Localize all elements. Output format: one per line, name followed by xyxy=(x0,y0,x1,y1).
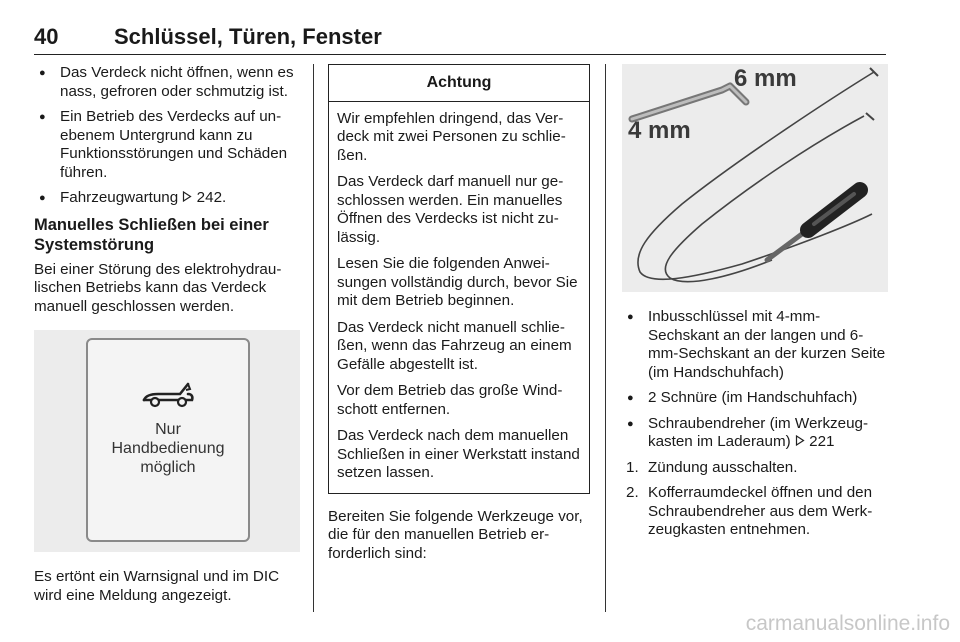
warning-title: Achtung xyxy=(329,65,589,102)
list-item xyxy=(622,415,888,452)
tool-list xyxy=(622,308,888,452)
page-reference-triangle-icon xyxy=(182,191,192,202)
dic-message-line: Handbedienung xyxy=(111,440,225,457)
page-reference[interactable] xyxy=(795,433,835,450)
warning-box xyxy=(328,64,590,494)
page-reference-triangle-icon xyxy=(795,435,805,446)
warning-paragraph: Das Verdeck nicht manuell schließen, wenn das Fahrzeug an einem Gefälle abgestellt ist. xyxy=(337,318,572,373)
bullet-list xyxy=(34,64,300,208)
step-list xyxy=(622,459,888,540)
tools-figure xyxy=(622,64,888,292)
section-heading: Manuelles Schließen bei einer Systemstörung xyxy=(34,215,269,254)
convertible-car-icon xyxy=(140,380,196,408)
list-item: ● 2 Schnüre (im Handschuhfach) xyxy=(622,389,888,408)
step-text: Zündung ausschalten. xyxy=(648,458,798,476)
label-4mm: 4 mm xyxy=(628,117,691,144)
page-header xyxy=(34,24,886,55)
step-item xyxy=(622,484,888,540)
warning-paragraph: Wir empfehlen dringend, das Verdeck mit zwei Personen zu schließen. xyxy=(337,109,566,164)
watermark: carmanualsonline.info xyxy=(745,612,950,635)
column-divider xyxy=(313,64,314,612)
list-item: ● Das Verdeck nicht öffnen, wenn es nass, gefroren oder schmutzig ist. xyxy=(34,64,300,101)
dic-message-line: Nur xyxy=(155,421,181,438)
page-number: 40 xyxy=(34,24,59,49)
step-item xyxy=(622,459,888,478)
step-text: Kofferraumdeckel öffnen und den Schraubendreher aus dem Werkzeugkasten entnehmen. xyxy=(648,484,873,538)
warning-paragraph: Lesen Sie die folgenden Anweisungen vollständig durch, bevor Sie mit dem Betrieb beginnen. xyxy=(337,255,578,309)
page-reference-number: 221 xyxy=(809,433,835,450)
column-middle xyxy=(328,64,590,571)
page-title: Schlüssel, Türen, Fenster xyxy=(114,24,382,49)
list-item-text: Schraubendreher (im Werkzeugkasten im Laderaum) xyxy=(648,414,869,450)
warning-paragraph: Das Verdeck darf manuell nur geschlossen werden. Ein manuelles Öffnen des Verdecks ist nicht zulässig. xyxy=(337,173,564,246)
warning-body xyxy=(329,102,589,493)
paragraph: Bei einer Störung des elektrohydraulischen Betriebs kann das Verdeck manuell geschlossen werden. xyxy=(34,260,282,315)
warning-paragraph: Vor dem Betrieb das große Windschott entfernen. xyxy=(337,382,563,418)
page-reference-number: 242. xyxy=(196,189,227,206)
list-item: ● Ein Betrieb des Verdecks auf unebenem Untergrund kann zu Funktionsstörungen und Schäden führen. xyxy=(34,108,300,182)
paragraph: Bereiten Sie folgende Werkzeuge vor, die für den manuellen Betrieb erforderlich sind: xyxy=(328,507,583,562)
list-item: ● Inbusschlüssel mit 4-mm-Sechskant an der langen und 6-mm-Sechskant an der kurzen Seite (im Handschuhfach) xyxy=(622,308,888,382)
page-reference[interactable] xyxy=(182,189,226,206)
tools-illustration xyxy=(622,64,888,292)
column-right xyxy=(622,64,888,547)
dic-message-line: möglich xyxy=(140,459,196,476)
dic-message-figure xyxy=(34,330,300,552)
label-6mm: 6 mm xyxy=(734,65,797,92)
column-divider xyxy=(605,64,606,612)
list-item xyxy=(34,189,300,208)
step-number: 1. xyxy=(626,458,639,476)
warning-paragraph: Das Verdeck nach dem manuellen Schließen in einer Werkstatt instand setzen lassen. xyxy=(337,427,580,481)
step-number: 2. xyxy=(626,484,639,501)
paragraph: Es ertönt ein Warnsignal und im DIC wird eine Meldung angezeigt. xyxy=(34,568,280,604)
column-left xyxy=(34,64,300,613)
dic-message-text xyxy=(112,420,225,477)
dic-display-panel xyxy=(86,338,250,542)
list-item-text: Fahrzeugwartung xyxy=(60,189,179,206)
